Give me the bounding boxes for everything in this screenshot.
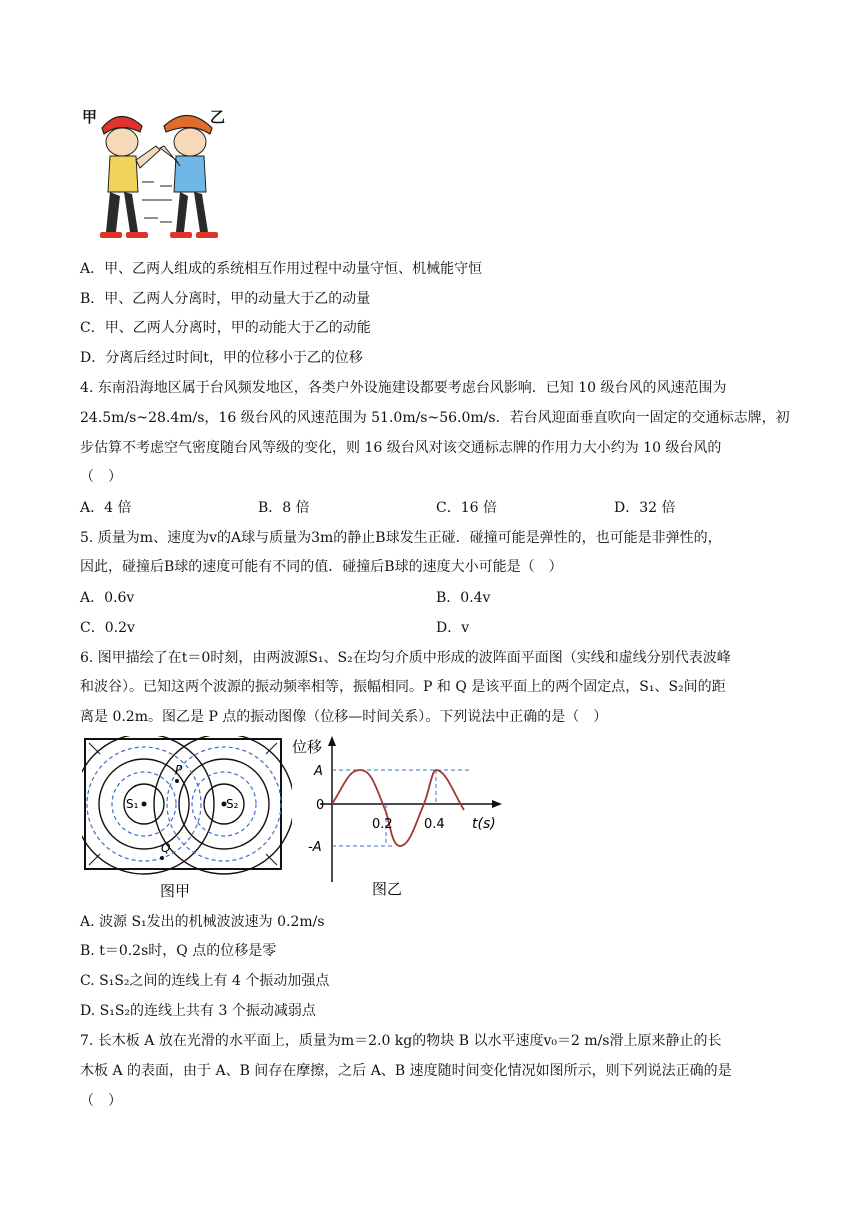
q6-option-d: D. S₁S₂的连线上共有 3 个振动减弱点 bbox=[80, 1003, 316, 1019]
q4-option-b: B．8 倍 bbox=[258, 500, 310, 516]
q3-option-d: D．分离后经过时间t，甲的位移小于乙的位移 bbox=[80, 350, 363, 366]
fig-yi-xlabel: t(s) bbox=[472, 816, 496, 832]
fig-yi-label-a: A bbox=[314, 764, 323, 779]
q6-option-a: A. 波源 S₁发出的机械波波速为 0.2m/s bbox=[80, 914, 325, 930]
q4-option-d: D．32 倍 bbox=[614, 500, 676, 516]
q3-option-b: B．甲、乙两人分离时，甲的动量大于乙的动量 bbox=[80, 291, 371, 307]
q5-stem-line-1: 5. 质量为m、速度为v的A球与质量为3m的静止B球发生正碰．碰撞可能是弹性的，也可能是非弹性的， bbox=[80, 530, 722, 546]
skaters-illustration bbox=[80, 100, 240, 250]
fig-yi-caption: 图乙 bbox=[372, 880, 403, 898]
q4-stem-line-2: 24.5m/s~28.4m/s，16 级台风的风速范围为 51.0m/s~56.0m/s．若台风迎面垂直吹向一固定的交通标志牌，初 bbox=[80, 410, 790, 426]
label-jia: 甲 bbox=[82, 108, 98, 126]
skaters-figure bbox=[80, 100, 240, 250]
q6-stem-line-3: 离是 0.2m。图乙是 P 点的振动图像（位移—时间关系）。下列说法中正确的是（ ） bbox=[80, 709, 608, 725]
q4-stem-line-4: （ ） bbox=[80, 469, 122, 485]
q5-option-c: C．0.2v bbox=[80, 620, 135, 636]
label-yi: 乙 bbox=[210, 108, 226, 126]
fig-yi-ylabel: 位移 bbox=[292, 738, 323, 756]
q5-option-d: D．v bbox=[436, 620, 470, 636]
fig-jia-label-s1: S₁ bbox=[126, 797, 139, 811]
q3-option-c: C．甲、乙两人分离时，甲的动能大于乙的动能 bbox=[80, 320, 371, 336]
q6-stem-line-2: 和波谷）。已知这两个波源的振动频率相等，振幅相同。P 和 Q 是该平面上的两个固定点，S₁、S₂间的距 bbox=[80, 679, 726, 695]
q5-option-a: A．0.6v bbox=[80, 590, 135, 606]
q3-option-a: A．甲、乙两人组成的系统相互作用过程中动量守恒、机械能守恒 bbox=[80, 261, 483, 277]
q7-stem-line-2: 木板 A 的表面，由于 A、B 间存在摩擦，之后 A、B 速度随时间变化情况如图所示，则下列说法正确的是 bbox=[80, 1063, 732, 1079]
fig-jia-label-s2: S₂ bbox=[226, 797, 239, 811]
q7-stem-line-3: （ ） bbox=[80, 1093, 122, 1109]
q4-option-a: A．4 倍 bbox=[80, 500, 132, 516]
q4-stem-line-1: 4. 东南沿海地区属于台风频发地区，各类户外设施建设都要考虑台风影响．已知 10 级台风的风速范围为 bbox=[80, 380, 727, 396]
fig-jia-label-q: Q bbox=[161, 841, 171, 855]
fig-yi-label-zero: 0 bbox=[316, 798, 325, 813]
q4-option-c: C．16 倍 bbox=[436, 500, 497, 516]
q7-stem-line-1: 7. 长木板 A 放在光滑的水平面上，质量为m＝2.0 kg的物块 B 以水平速度v₀＝2 m/s滑上原来静止的长 bbox=[80, 1033, 722, 1049]
q5-option-b: B．0.4v bbox=[436, 590, 491, 606]
fig-jia-caption: 图甲 bbox=[160, 882, 191, 900]
q6-stem-line-1: 6. 图甲描绘了在t＝0时刻，由两波源S₁、S₂在均匀介质中形成的波阵面平面图（实线和虚线分别代表波峰 bbox=[80, 650, 731, 666]
fig-yi-label-neg-a: -A bbox=[308, 840, 322, 855]
q5-stem-line-2: 因此，碰撞后B球的速度可能有不同的值．碰撞后B球的速度大小可能是（ ） bbox=[80, 559, 563, 575]
q6-option-b: B. t＝0.2s时，Q 点的位移是零 bbox=[80, 943, 277, 959]
fig-yi-tick-0-2: 0.2 bbox=[372, 817, 393, 832]
q6-option-c: C. S₁S₂之间的连线上有 4 个振动加强点 bbox=[80, 973, 330, 989]
q4-stem-line-3: 步估算不考虑空气密度随台风等级的变化，则 16 级台风对该交通标志牌的作用力大小约为 10 级台风的 bbox=[80, 440, 722, 456]
figure-yi-vibration-graph bbox=[292, 732, 512, 902]
fig-jia-label-p: P bbox=[175, 763, 183, 777]
figure-jia-wavefronts bbox=[82, 736, 292, 906]
fig-yi-tick-0-4: 0.4 bbox=[424, 817, 445, 832]
